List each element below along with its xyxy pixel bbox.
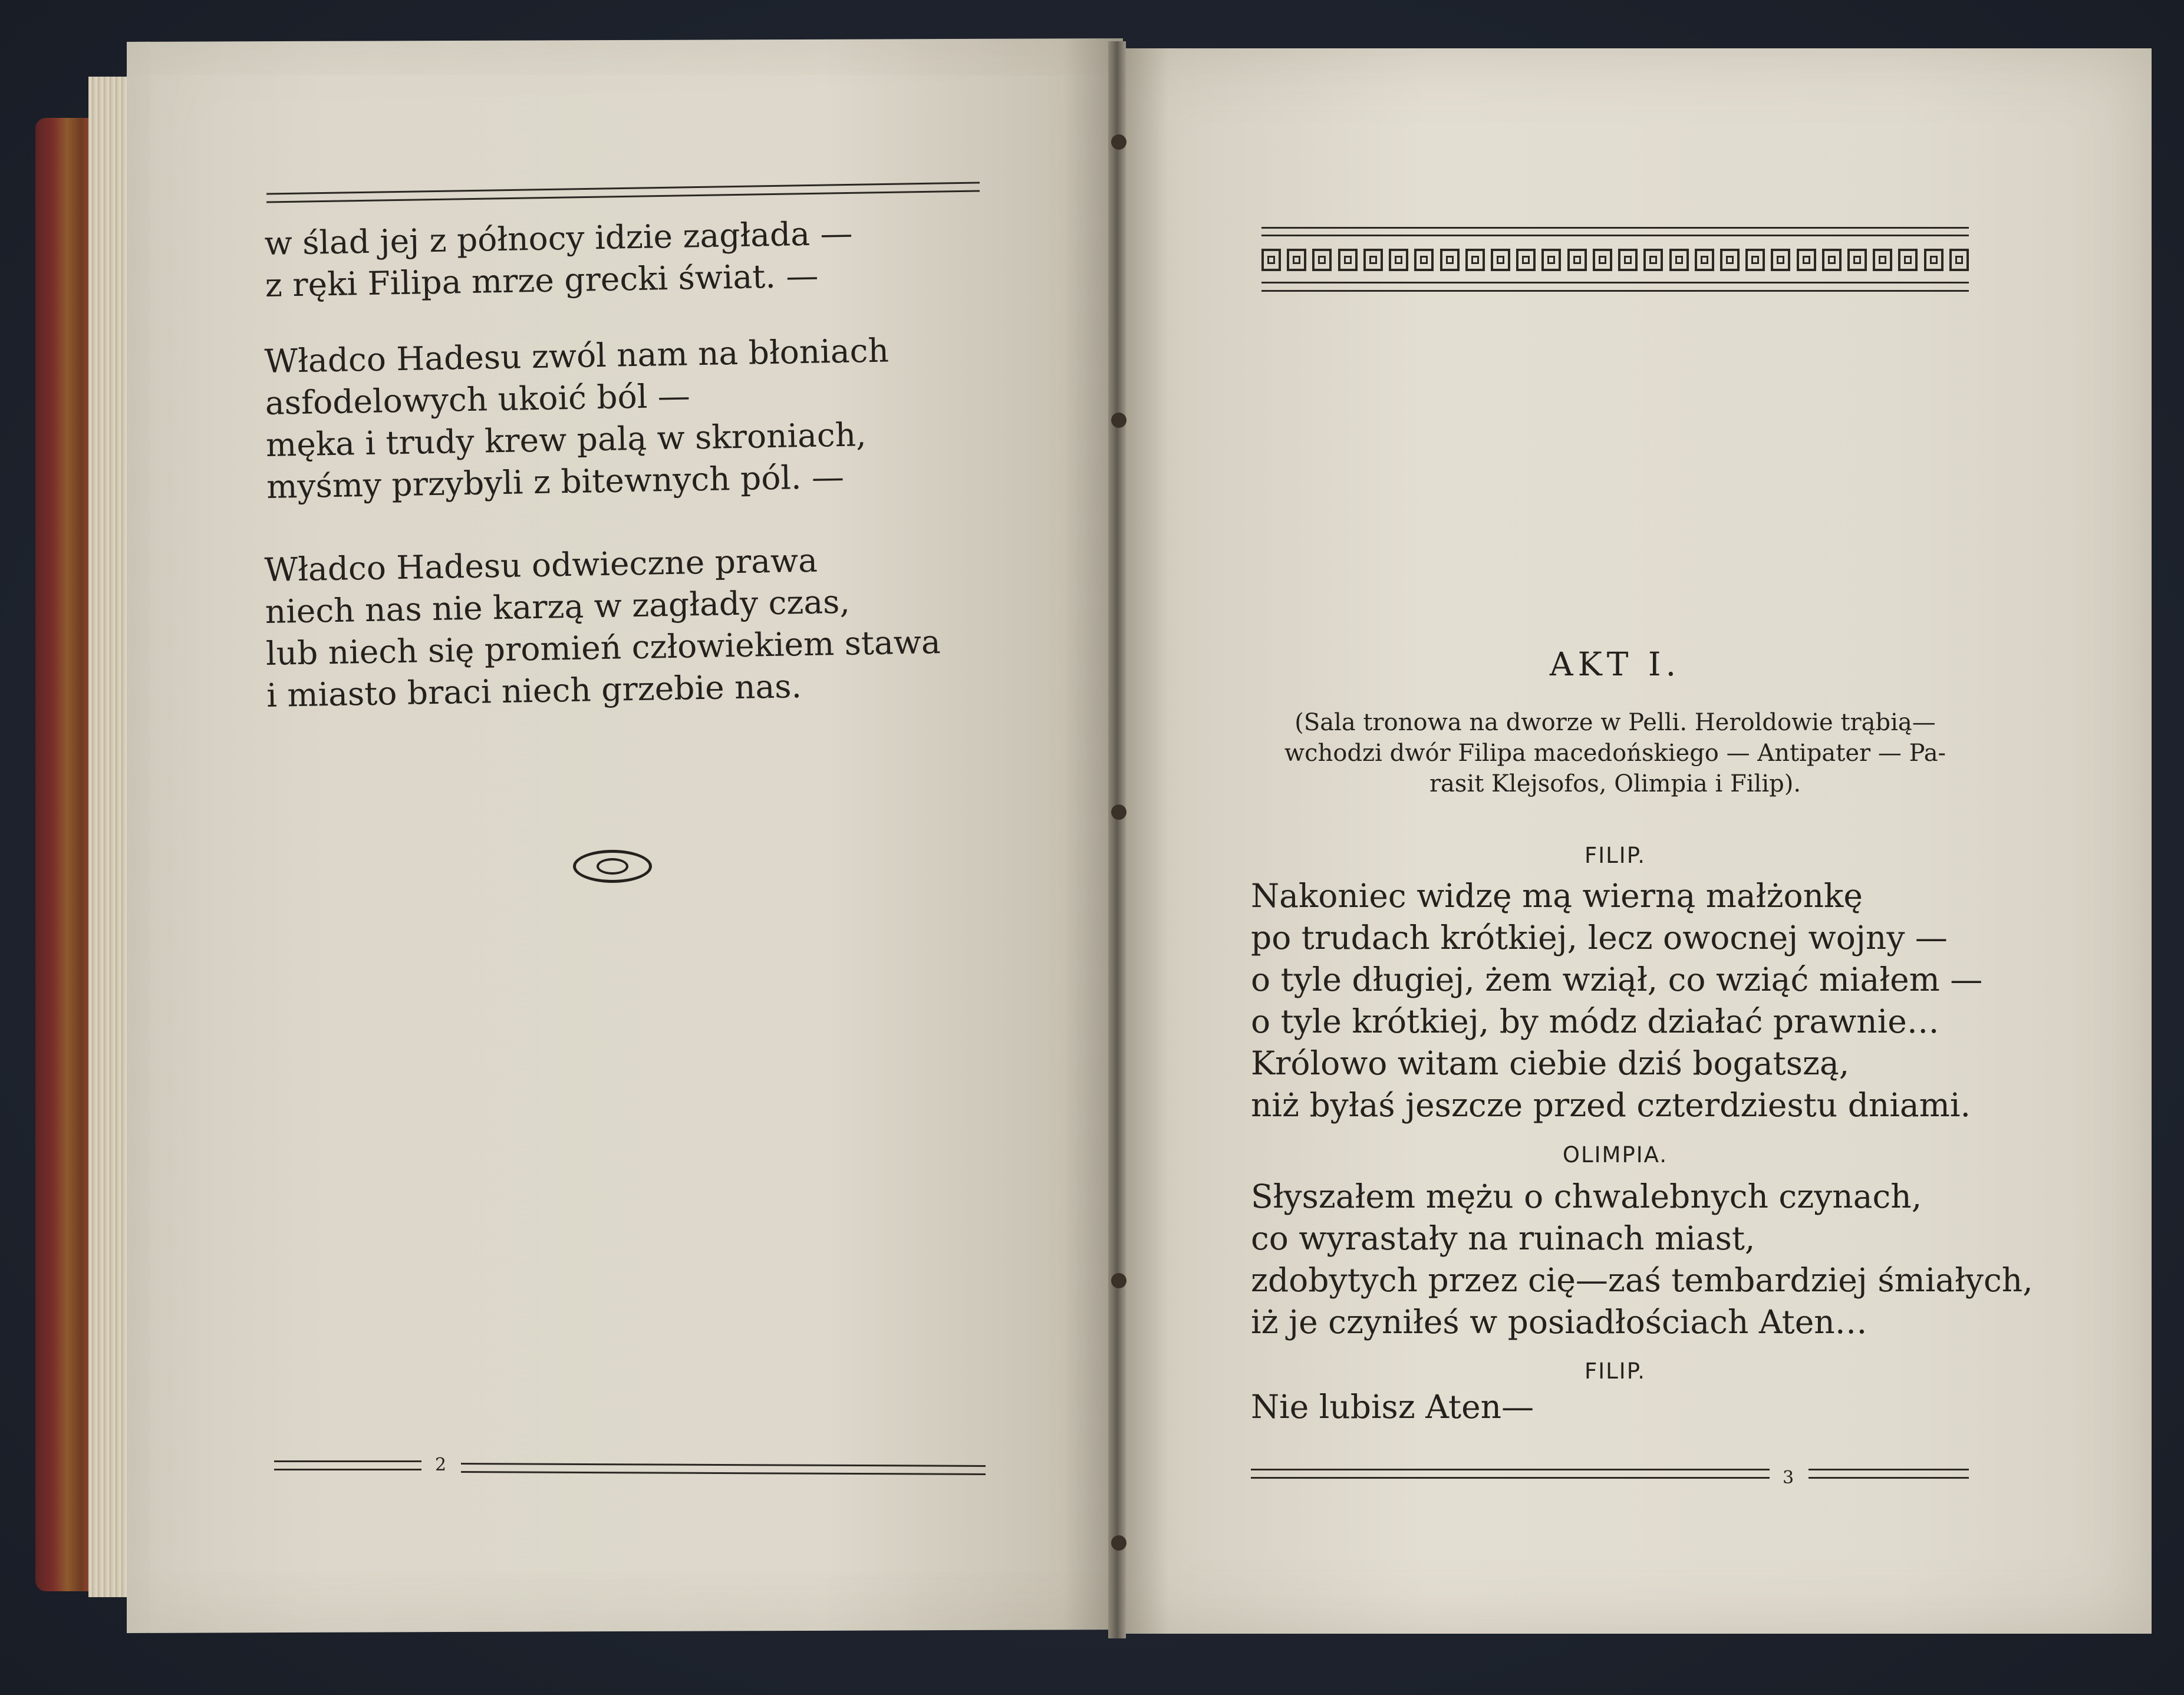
verse-line: iż je czyniłeś w posiadłościach Aten… — [1251, 1303, 1867, 1341]
key-cell — [1873, 249, 1892, 271]
speaker-name: FILIP. — [1584, 843, 1646, 868]
verse-line: lub niech się promień człowiekiem stawa — [265, 623, 941, 672]
stage-direction — [1244, 707, 1987, 799]
key-cell — [1720, 249, 1740, 271]
key-cell — [1618, 249, 1638, 271]
oval-ornament-inner — [597, 858, 628, 875]
verse-line: co wyrastały na ruinach miast, — [1251, 1219, 1755, 1257]
footer-rule — [274, 1469, 421, 1470]
stanza-2 — [264, 330, 891, 508]
verse-line: w ślad jej z północy idzie zagłada — — [264, 214, 854, 262]
binding-stitch — [1111, 1273, 1126, 1288]
footer-rule — [274, 1460, 421, 1462]
verse-line: niż byłaś jeszcze przed czterdziestu dniami. — [1251, 1086, 1971, 1124]
key-cell — [1414, 249, 1434, 271]
key-cell — [1847, 249, 1867, 271]
header-rule — [1261, 290, 1969, 292]
stanza-1 — [264, 213, 854, 306]
binding-stitch — [1111, 413, 1126, 428]
header-rule — [1261, 282, 1969, 283]
key-cell — [1949, 249, 1969, 271]
key-cell — [1516, 249, 1536, 271]
binding-stitch — [1111, 1535, 1126, 1551]
key-cell — [1924, 249, 1943, 271]
greek-key-border — [1261, 245, 1969, 275]
key-cell — [1745, 249, 1765, 271]
key-cell — [1593, 249, 1612, 271]
verse-line: Królowo witam ciebie dziś bogatszą, — [1251, 1044, 1850, 1082]
header-rule — [1261, 235, 1969, 236]
key-cell — [1363, 249, 1383, 271]
key-cell — [1771, 249, 1790, 271]
verse-line: niech nas nie karzą w zagłady czas, — [265, 582, 851, 631]
key-cell — [1312, 249, 1332, 271]
key-cell — [1465, 249, 1485, 271]
verse-line: Nie lubisz Aten— — [1251, 1388, 1534, 1426]
key-cell — [1541, 249, 1561, 271]
key-cell — [1389, 249, 1408, 271]
binding-stitch — [1111, 134, 1126, 150]
key-cell — [1695, 249, 1714, 271]
header-rule — [1261, 227, 1969, 229]
binding-stitch — [1111, 804, 1126, 820]
key-cell — [1440, 249, 1460, 271]
speech-filip-2 — [1251, 1386, 1534, 1428]
key-cell — [1643, 249, 1663, 271]
verse-line: Władco Hadesu odwieczne prawa — [264, 541, 818, 589]
key-cell — [1898, 249, 1918, 271]
speech-filip — [1251, 875, 1982, 1126]
speech-olimpia — [1251, 1176, 2033, 1343]
key-cell — [1338, 249, 1358, 271]
book-gutter — [1108, 41, 1126, 1638]
footer-rule — [1251, 1469, 1770, 1470]
key-cell — [1261, 249, 1281, 271]
key-cell — [1287, 249, 1306, 271]
speaker-name: FILIP. — [1584, 1358, 1646, 1384]
speaker-name: OLIMPIA. — [1562, 1142, 1668, 1168]
page-number-left: 2 — [435, 1455, 447, 1475]
verse-line: zdobytych przez cię—zaś tembardziej śmiałych, — [1251, 1261, 2033, 1299]
verse-line: asfodelowych ukoić ból — — [265, 377, 691, 422]
stage-direction-line: (Sala tronowa na dworze w Pelli. Heroldowie trąbią— — [1294, 709, 1936, 736]
verse-line: Nakoniec widzę mą wierną małżonkę — [1251, 877, 1863, 915]
verse-line: i miasto braci niech grzebie nas. — [266, 667, 802, 714]
key-cell — [1669, 249, 1689, 271]
verse-line: męka i trudy krew palą w skroniach, — [265, 415, 867, 464]
page-number-right: 3 — [1783, 1468, 1794, 1488]
footer-rule — [1809, 1469, 1969, 1470]
footer-rule — [1809, 1477, 1969, 1479]
key-cell — [1822, 249, 1842, 271]
verse-line: o tyle długiej, żem wziął, co wziąć miałem — — [1251, 961, 1983, 998]
verse-line: Słyszałem mężu o chwalebnych czynach, — [1251, 1178, 1922, 1215]
verse-line: z ręki Filipa mrze grecki świat. — — [265, 256, 819, 304]
footer-rule — [1251, 1477, 1770, 1479]
key-cell — [1567, 249, 1587, 271]
verse-line: Władco Hadesu zwól nam na błoniach — [264, 331, 890, 380]
act-heading: AKT I. — [1549, 645, 1681, 683]
key-cell — [1797, 249, 1816, 271]
verse-line: po trudach krótkiej, lecz owocnej wojny — — [1251, 919, 1948, 957]
key-cell — [1491, 249, 1510, 271]
verse-line: myśmy przybyli z bitewnych pól. — — [266, 457, 845, 506]
stanza-3 — [264, 537, 941, 717]
stage-direction-line: rasit Klejsofos, Olimpia i Filip). — [1429, 770, 1801, 797]
stage-direction-line: wchodzi dwór Filipa macedońskiego — Antipater — Pa- — [1284, 740, 1946, 767]
verse-line: o tyle krótkiej, by módz działać prawnie… — [1251, 1003, 1939, 1040]
